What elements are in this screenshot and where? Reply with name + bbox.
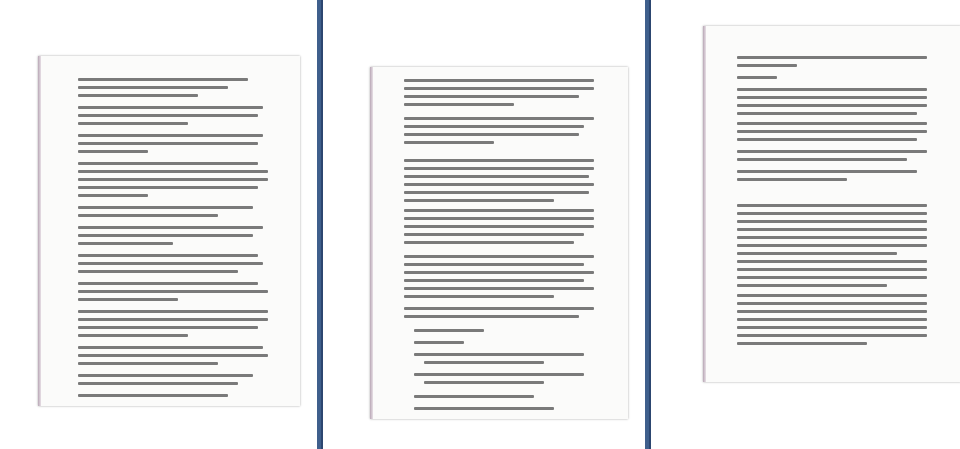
text-line xyxy=(404,87,594,90)
text-line xyxy=(78,206,253,209)
text-line xyxy=(78,334,188,337)
text-line xyxy=(78,178,268,181)
text-line xyxy=(78,170,268,173)
text-line xyxy=(404,279,584,282)
text-line xyxy=(78,186,258,189)
text-line xyxy=(737,96,927,99)
text-line xyxy=(78,354,268,357)
text-line xyxy=(404,225,594,228)
text-line xyxy=(78,394,228,397)
text-line xyxy=(78,262,263,265)
text-line xyxy=(737,260,927,263)
text-line xyxy=(404,103,514,106)
text-line xyxy=(78,318,268,321)
text-line xyxy=(78,106,263,109)
text-line xyxy=(404,159,594,162)
text-line xyxy=(737,334,927,337)
text-line xyxy=(737,88,927,91)
scanned-page-2 xyxy=(370,67,628,419)
text-line xyxy=(414,407,554,410)
text-line xyxy=(737,104,927,107)
text-line xyxy=(78,86,228,89)
page-divider-left-shade xyxy=(321,0,323,449)
text-line xyxy=(78,346,263,349)
text-line xyxy=(737,76,777,79)
text-line xyxy=(404,263,584,266)
text-line xyxy=(737,112,917,115)
text-line xyxy=(737,228,927,231)
text-line xyxy=(737,318,927,321)
text-line xyxy=(404,287,594,290)
text-line xyxy=(404,191,589,194)
text-line xyxy=(78,94,198,97)
scanned-page-3 xyxy=(703,26,960,382)
text-line xyxy=(424,361,544,364)
text-line xyxy=(737,342,867,345)
text-line xyxy=(414,395,534,398)
text-line xyxy=(737,310,927,313)
text-line xyxy=(78,214,218,217)
text-line xyxy=(78,122,188,125)
text-line xyxy=(78,142,258,145)
scanned-page-1 xyxy=(38,56,300,406)
text-line xyxy=(404,255,594,258)
text-line xyxy=(737,212,927,215)
text-line xyxy=(404,133,579,136)
text-line xyxy=(78,362,218,365)
text-line xyxy=(78,114,258,117)
text-line xyxy=(404,141,494,144)
text-line xyxy=(78,134,263,137)
text-line xyxy=(737,236,927,239)
text-line xyxy=(737,268,927,271)
text-line xyxy=(737,204,927,207)
text-line xyxy=(404,271,594,274)
text-line xyxy=(404,167,594,170)
text-line xyxy=(404,233,584,236)
text-line xyxy=(78,282,258,285)
text-line xyxy=(737,138,917,141)
text-line xyxy=(78,310,268,313)
text-line xyxy=(78,290,268,293)
text-line xyxy=(404,315,579,318)
text-line xyxy=(737,326,927,329)
text-line xyxy=(414,329,484,332)
text-line xyxy=(737,220,927,223)
page-divider-right-shade xyxy=(649,0,651,449)
text-line xyxy=(404,175,589,178)
text-line xyxy=(404,295,554,298)
text-line xyxy=(737,284,887,287)
text-line xyxy=(404,241,574,244)
text-line xyxy=(404,199,554,202)
text-line xyxy=(78,242,173,245)
text-line xyxy=(404,125,584,128)
text-line xyxy=(737,64,797,67)
text-line xyxy=(414,341,464,344)
text-line xyxy=(414,353,584,356)
text-line xyxy=(737,302,927,305)
text-line xyxy=(78,374,253,377)
text-line xyxy=(78,254,258,257)
text-line xyxy=(737,244,927,247)
text-line xyxy=(424,381,544,384)
text-line xyxy=(404,209,594,212)
text-line xyxy=(78,298,178,301)
text-line xyxy=(78,150,148,153)
page-3-text xyxy=(703,26,960,382)
text-line xyxy=(414,373,584,376)
text-line xyxy=(404,95,579,98)
text-line xyxy=(404,217,594,220)
text-line xyxy=(737,130,927,133)
text-line xyxy=(737,294,927,297)
text-line xyxy=(78,226,263,229)
text-line xyxy=(78,78,248,81)
text-line xyxy=(78,194,148,197)
text-line xyxy=(78,162,258,165)
text-line xyxy=(78,270,238,273)
text-line xyxy=(737,122,927,125)
text-line xyxy=(737,178,847,181)
text-line xyxy=(78,326,258,329)
text-line xyxy=(737,170,917,173)
text-line xyxy=(404,79,594,82)
text-line xyxy=(404,183,594,186)
text-line xyxy=(737,252,897,255)
text-line xyxy=(404,117,594,120)
text-line xyxy=(78,234,253,237)
text-line xyxy=(737,158,907,161)
page-2-text xyxy=(370,67,628,419)
text-line xyxy=(737,150,927,153)
text-line xyxy=(78,382,238,385)
page-1-text xyxy=(38,56,300,406)
text-line xyxy=(404,307,594,310)
text-line xyxy=(737,276,927,279)
text-line xyxy=(737,56,927,59)
